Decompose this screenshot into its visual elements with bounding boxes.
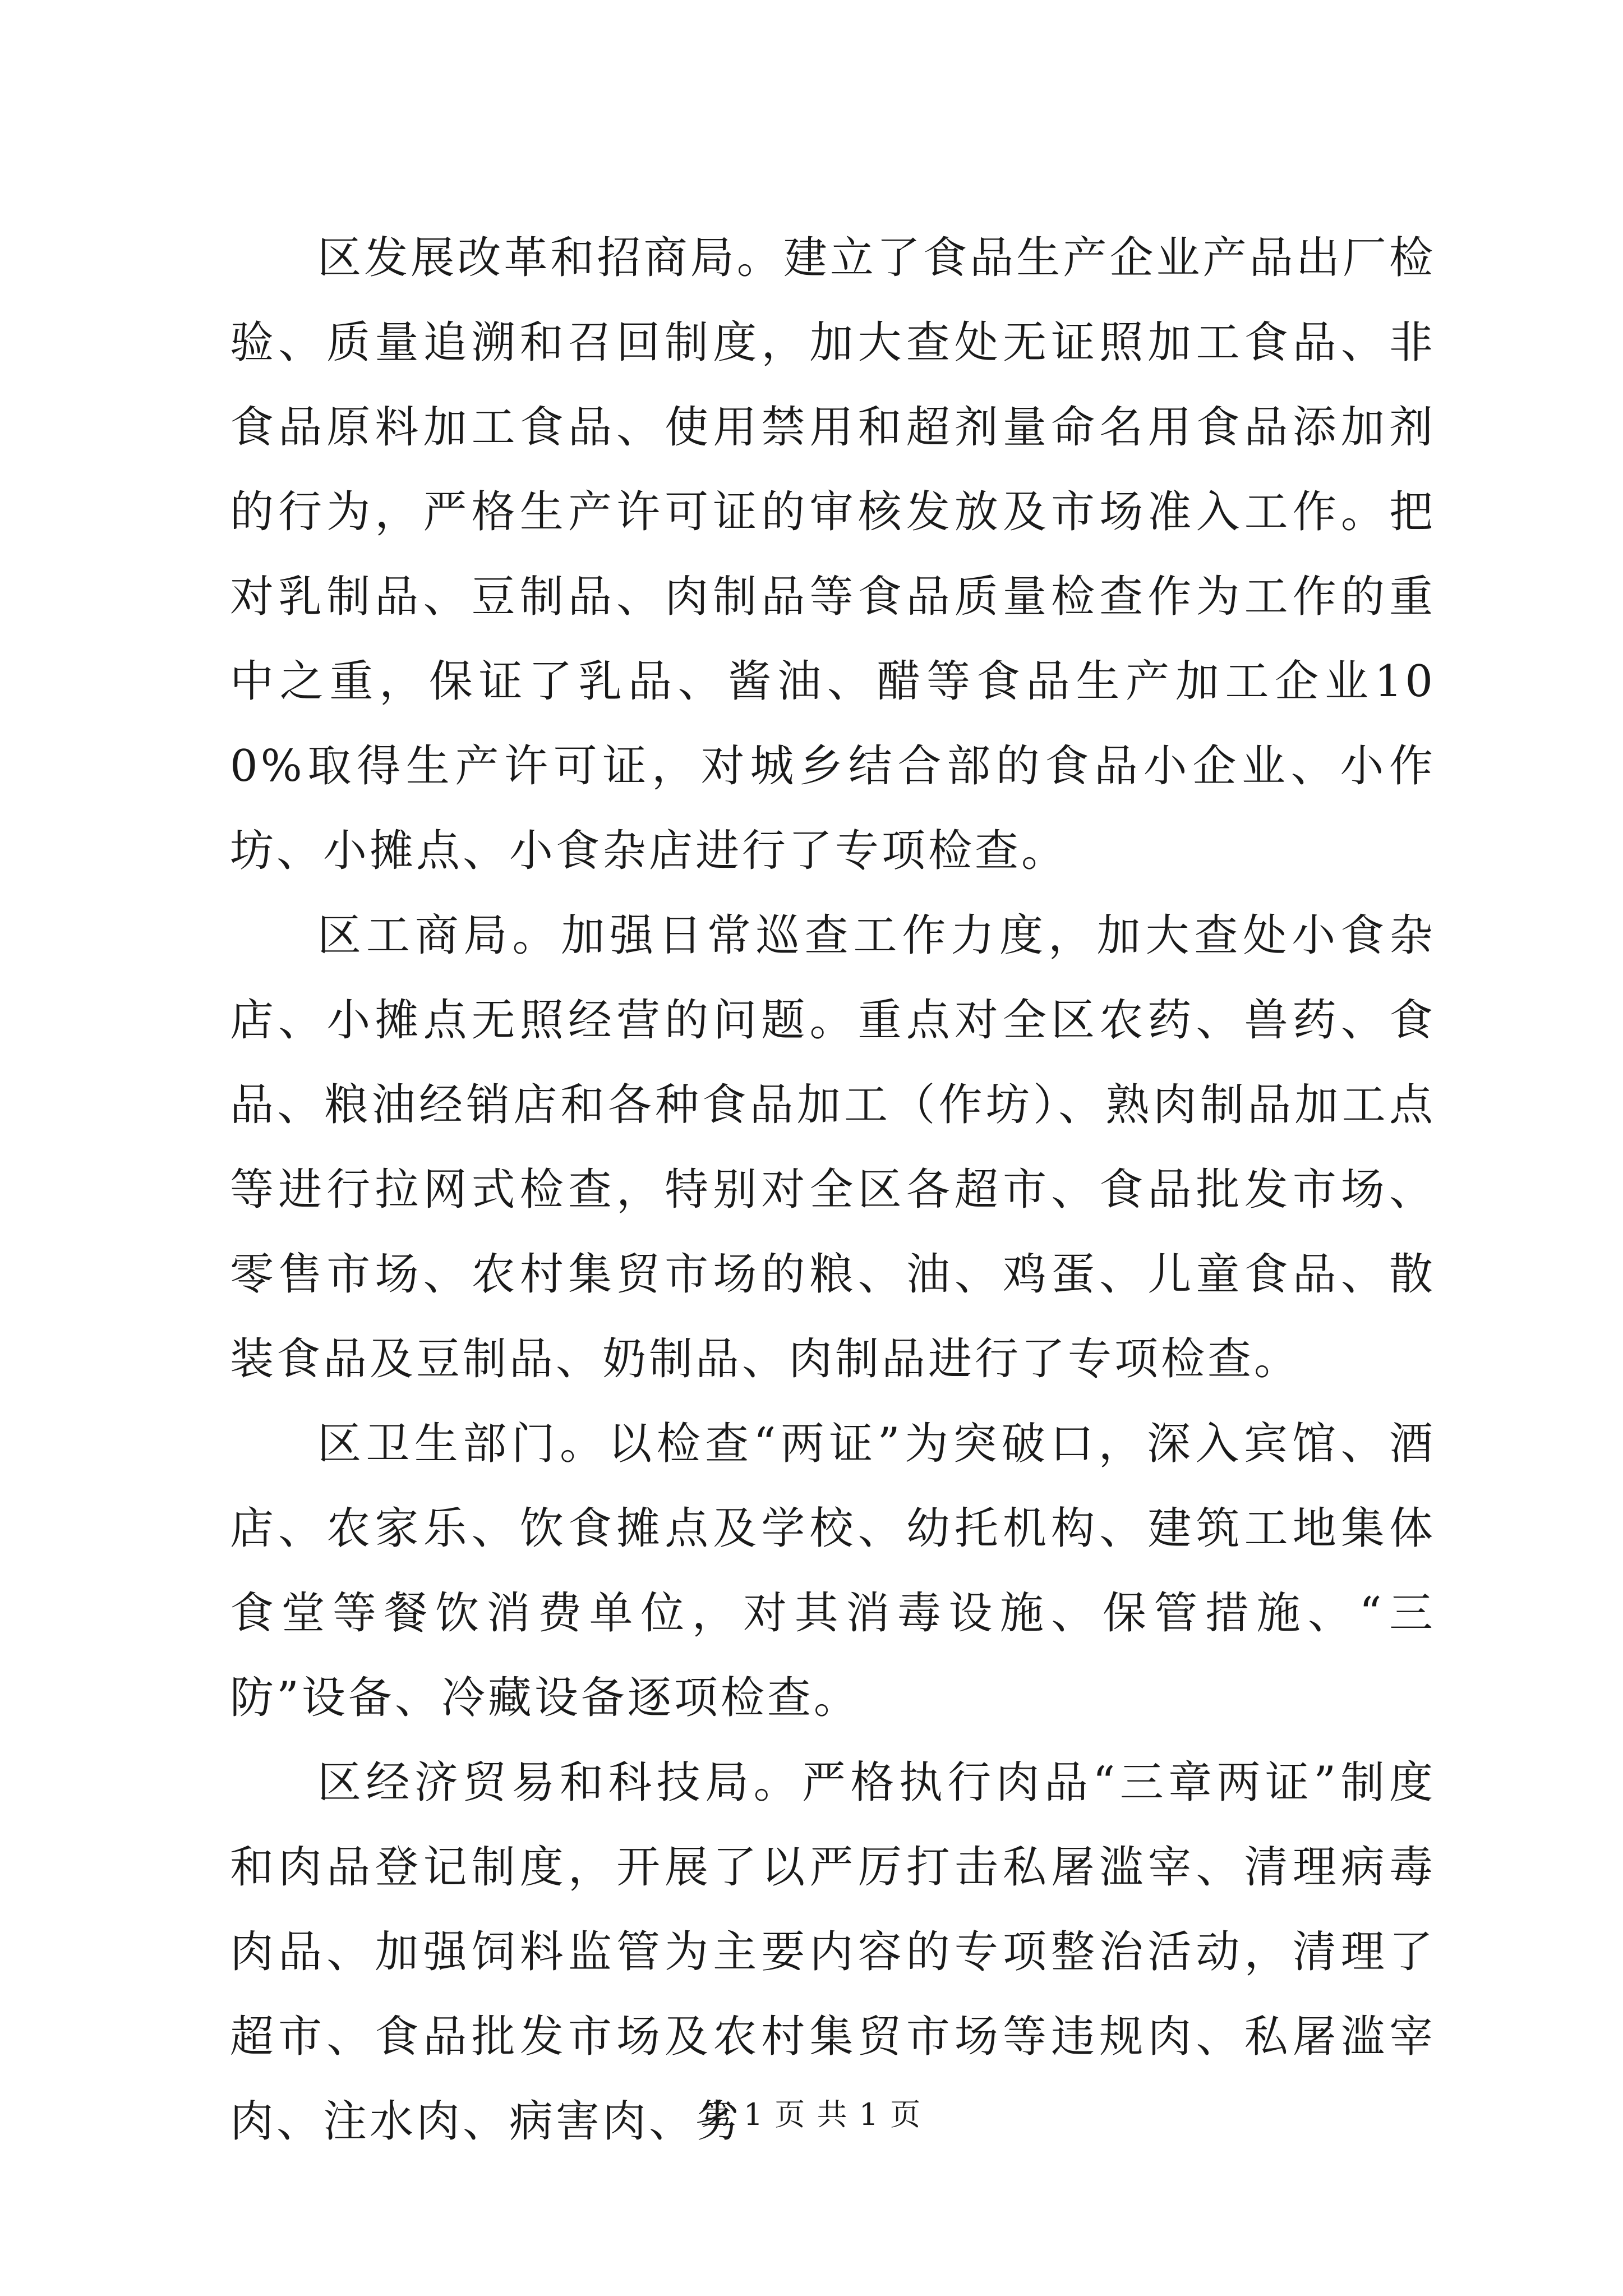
page-footer: 第 1 页 共 1 页 — [701, 2097, 922, 2132]
paragraph-economy-trade-tech-bureau: 区经济贸易和科技局。严格执行肉品“三章两证”制度和肉品登记制度，开展了以严厉打击私屠滥宰、清理病毒肉品、加强饲料监管为主要内容的专项整治活动，清理了超市、食品批发市场及农村集贸市场等违规肉、私屠滥宰肉、注水肉、病害肉、劣 — [230, 1757, 1436, 2147]
document-body — [230, 216, 1436, 2164]
paragraph-development-reform-bureau: 区发展改革和招商局。建立了食品生产企业产品出厂检验、质量追溯和召回制度，加大查处无证照加工食品、非食品原料加工食品、使用禁用和超剂量命名用食品添加剂的行为，严格生产许可证的审核发放及市场准入工作。把对乳制品、豆制品、肉制品等食品质量检查作为工作的重中之重，保证了乳品、酱油、醋等食品生产加工企业100%取得生产许可证，对城乡结合部的食品小企业、小作坊、小摊点、小食杂店进行了专项检查。 — [230, 233, 1436, 876]
paragraph-industry-commerce-bureau: 区工商局。加强日常巡查工作力度，加大查处小食杂店、小摊点无照经营的问题。重点对全区农药、兽药、食品、粮油经销店和各种食品加工（作坊）、熟肉制品加工点等进行拉网式检查，特别对全区各超市、食品批发市场、零售市场、农村集贸市场的粮、油、鸡蛋、儿童食品、散装食品及豆制品、奶制品、肉制品进行了专项检查。 — [230, 910, 1436, 1384]
paragraph-health-department: 区卫生部门。以检查“两证”为突破口，深入宾馆、酒店、农家乐、饮食摊点及学校、幼托机构、建筑工地集体食堂等餐饮消费单位，对其消毒设施、保管措施、“三防”设备、冷藏设备逐项检查。 — [230, 1419, 1436, 1723]
